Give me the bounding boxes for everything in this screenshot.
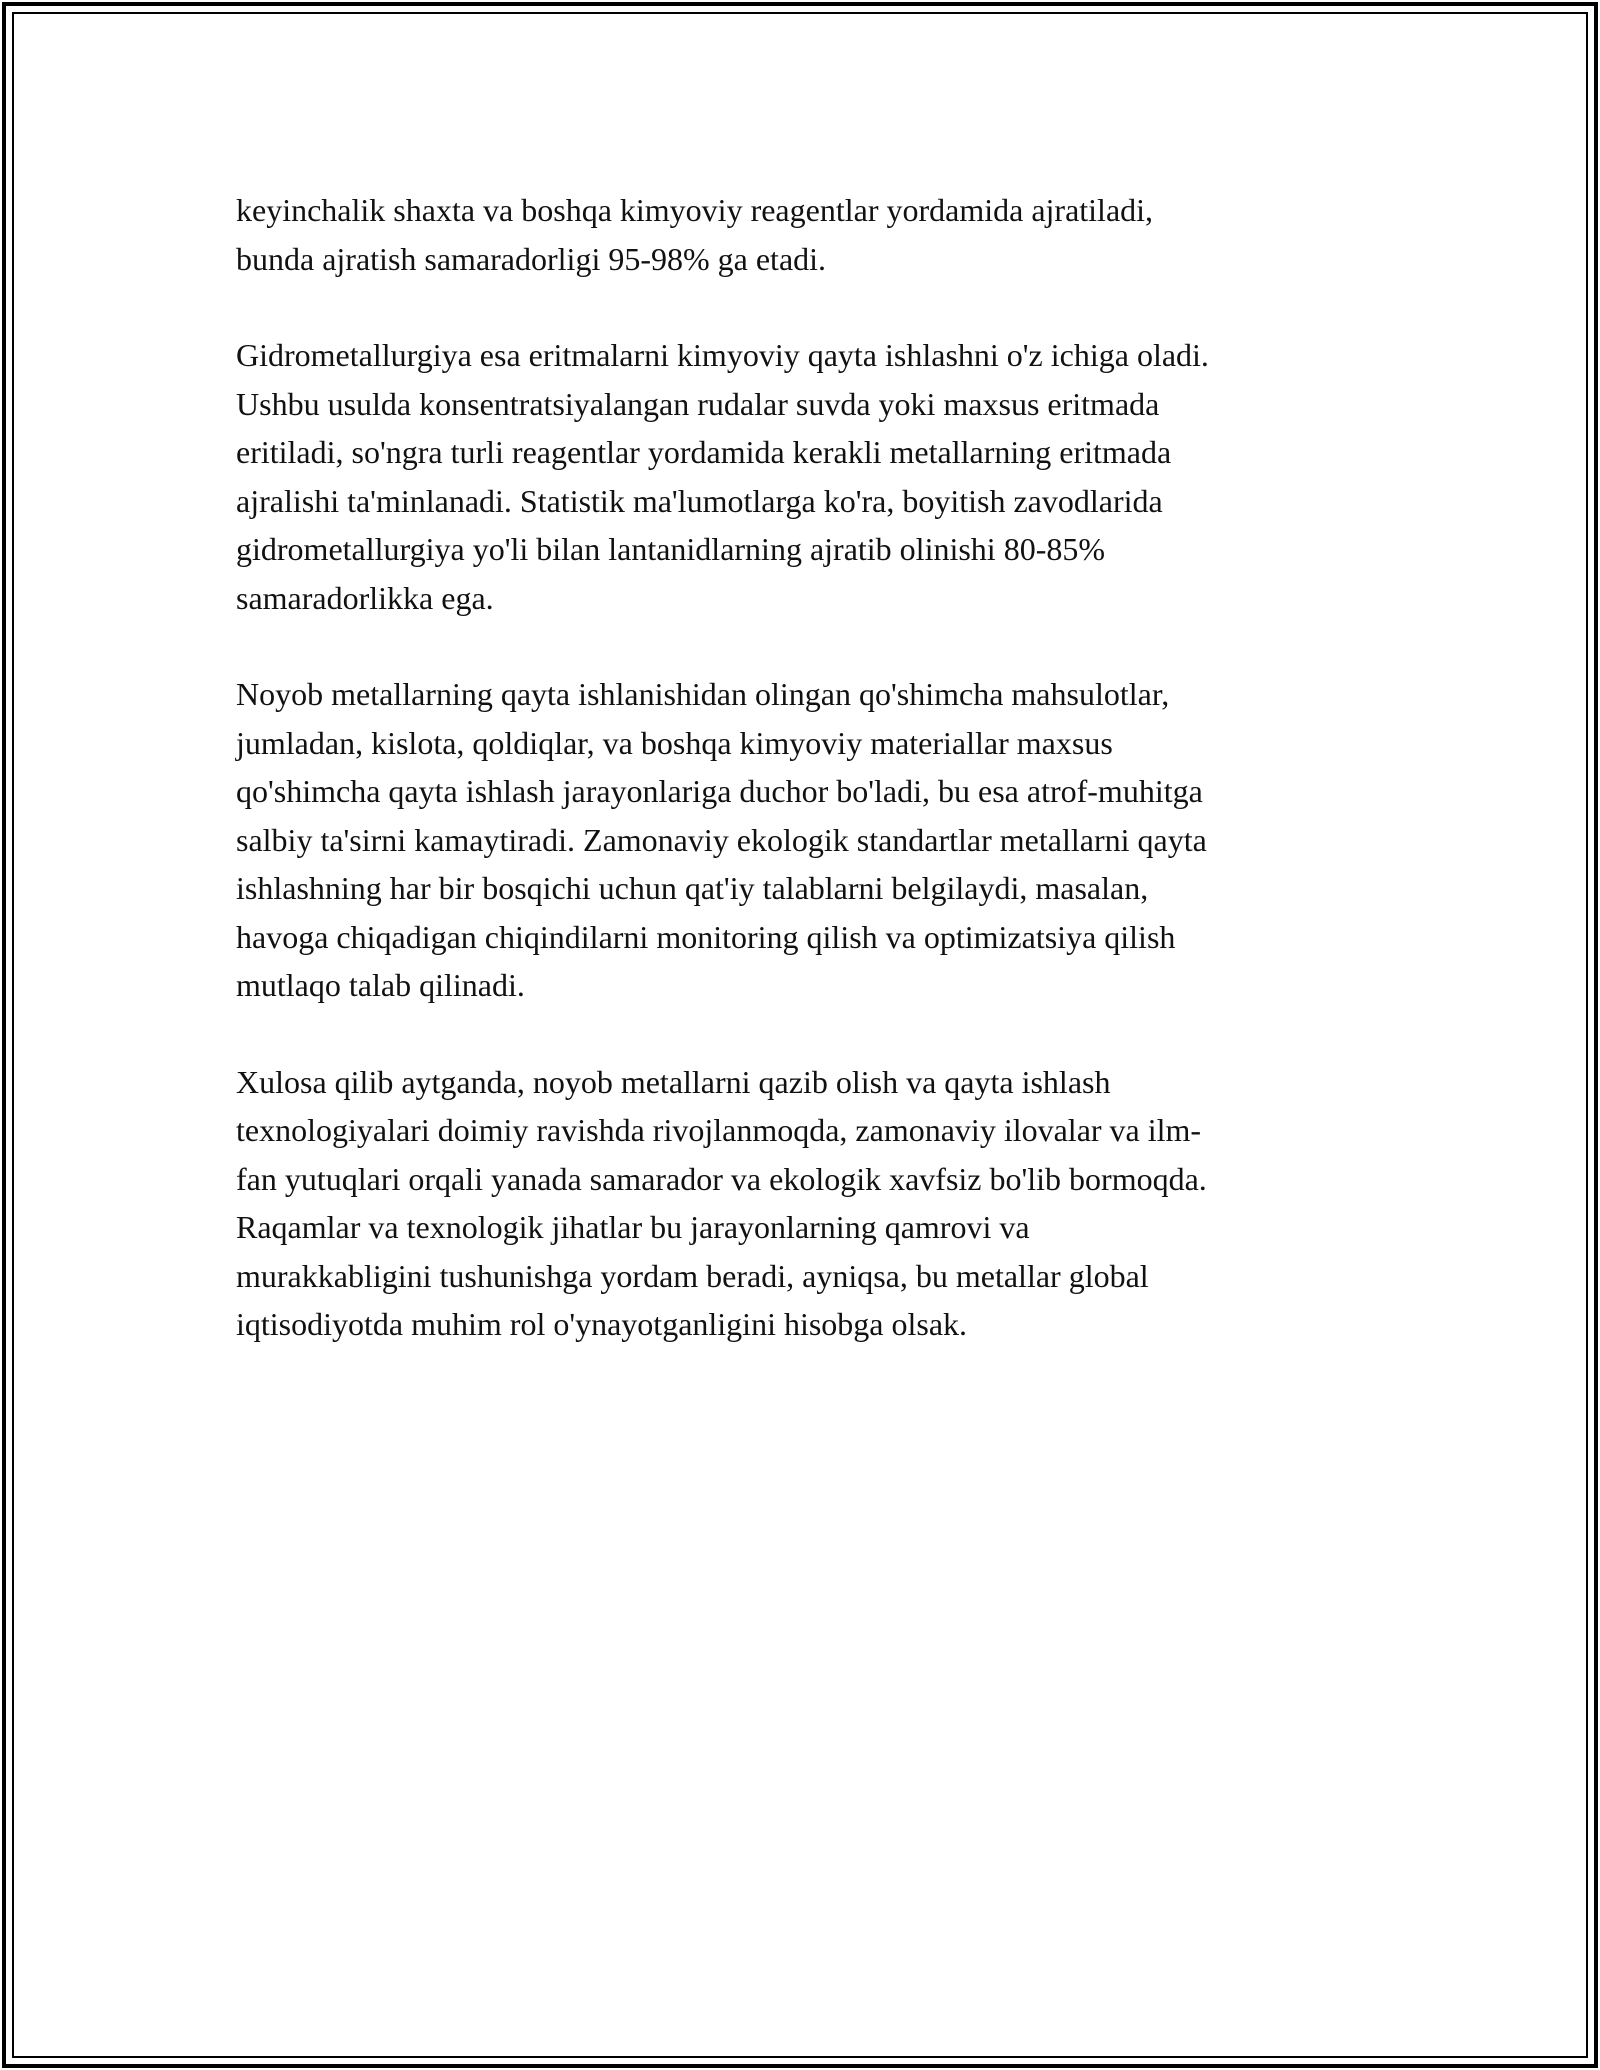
paragraph-1: keyinchalik shaxta va boshqa kimyoviy reagentlar yordamida ajratiladi, bunda ajratish samaradorligi 95-98% ga etadi. xyxy=(236,192,1154,277)
document-body xyxy=(236,186,1376,1397)
paragraph-3: Noyob metallarning qayta ishlanishidan olingan qo'shimcha mahsulotlar, jumladan, kislota, qoldiqlar, va boshqa kimyoviy materiallar maxsus qo'shimcha qayta ishlash jarayonlariga duchor bo'ladi, bu esa atrof-muhitga salbiy ta'sirni kamaytiradi. Zamonaviy ekologik standartlar metallarni qayta ishlashning har bir bosqichi uchun qat'iy talablarni belgilaydi, masalan, havoga chiqadigan chiqindilarni monitoring qilish va optimizatsiya qilish mutlaqo talab qilinadi. xyxy=(236,676,1207,1003)
paragraph-4: Xulosa qilib aytganda, noyob metallarni qazib olish va qayta ishlash texnologiyalari doimiy ravishda rivojlanmoqda, zamonaviy ilovalar va ilm- fan yutuqlari orqali yanada samarador va ekologik xavfsiz bo'lib bormoqda. Raqamlar va texnologik jihatlar bu jarayonlarning qamrovi va murakkabligini tushunishga yordam beradi, ayniqsa, bu metallar global iqtisodiyotda muhim rol o'ynayotganligini hisobga olsak. xyxy=(236,1063,1207,1342)
paragraph-2: Gidrometallurgiya esa eritmalarni kimyoviy qayta ishlashni o'z ichiga oladi. Ushbu usulda konsentratsiyalangan rudalar suvda yoki maxsus eritmada eritiladi, so'ngra turli reagentlar yordamida kerakli metallarning eritmada ajralishi ta'minlanadi. Statistik ma'lumotlarga ko'ra, boyitish zavodlarida gidrometallurgiya yo'li bilan lantanidlarning ajratib olinishi 80-85% samaradorlikka ega. xyxy=(236,337,1209,616)
